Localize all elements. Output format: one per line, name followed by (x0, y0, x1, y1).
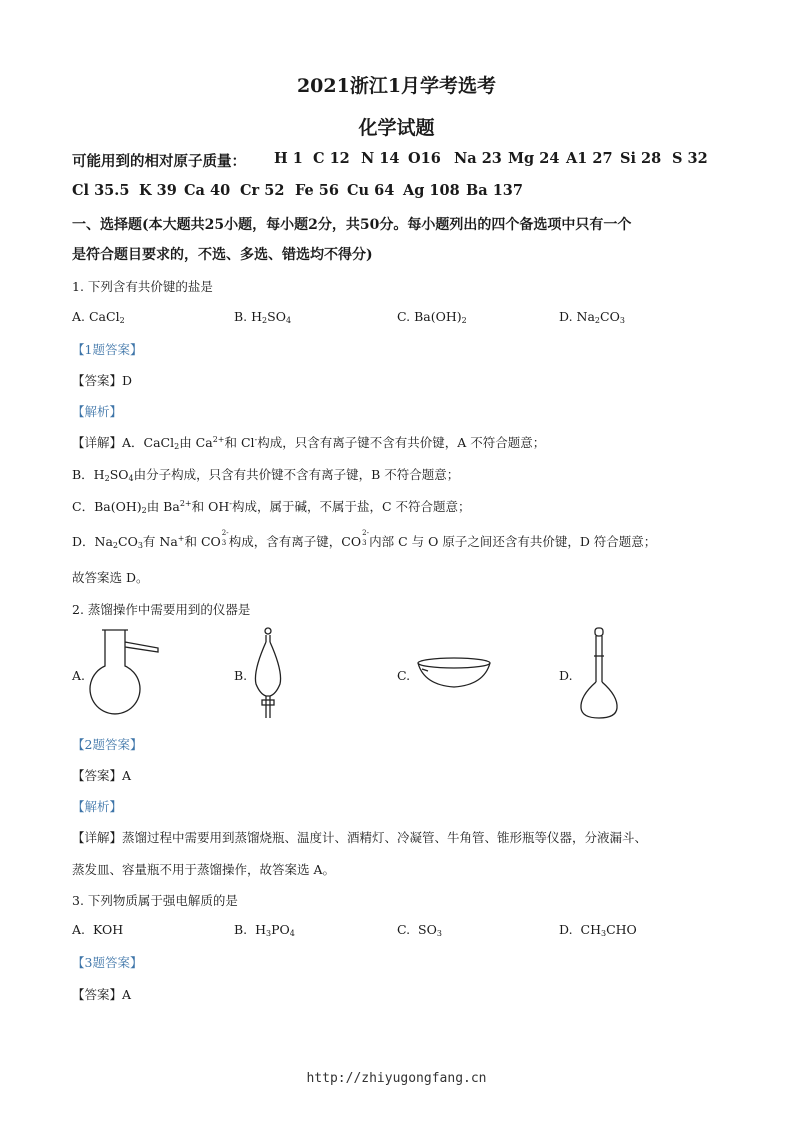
q1-option-c: C. $Ba(OH)_2$ (397, 309, 467, 325)
atomic-mass-n: N 14 (361, 150, 400, 167)
q1-option-b: B. $H_2SO_4$ (234, 309, 292, 325)
atomic-mass-label: 可能用到的相对原子质量： (72, 153, 246, 170)
footer-url[interactable]: http://zhiyugongfang.cn (306, 1071, 487, 1086)
evaporating-dish-icon (414, 655, 494, 691)
exam-title: 2021浙江1月学考选考 (296, 75, 497, 97)
q3-option-b: B. $H_3PO_4$ (234, 922, 295, 938)
atomic-mass-k: K 39 (139, 182, 177, 199)
q1-detail-line2: B．$H_2SO_4$由分子构成，只含有共价键不含有离子键，B 不符合题意； (72, 467, 460, 483)
atomic-mass-h: H 1 (274, 150, 303, 167)
q1-option-a: A. CaCl$_2$ (72, 309, 125, 325)
q3-option-d: D. $CH_3CHO$ (559, 922, 637, 938)
q1-stem: 1. 下列含有共价键的盐是 (72, 279, 213, 294)
atomic-mass-o: O16 (408, 150, 441, 167)
atomic-mass-ag: Ag 108 (403, 182, 460, 199)
q1-option-d: D. $Na_2CO_3$ (559, 309, 625, 325)
q1-detail-line5: 故答案选 D。 (72, 570, 149, 585)
q2-option-d-label: D. (559, 668, 573, 683)
q1-analysis-label: 【解析】 (72, 404, 123, 419)
q2-stem: 2. 蒸馏操作中需要用到的仪器是 (72, 602, 251, 617)
q3-answer-tag: 【3题答案】 (72, 955, 143, 970)
volumetric-flask-icon (576, 626, 622, 722)
atomic-mass-na: Na 23 (454, 150, 502, 167)
q2-detail-line1: 【详解】蒸馏过程中需要用到蒸馏烧瓶、温度计、酒精灯、冷凝管、牛角管、锥形瓶等仪器，分液漏斗、 (72, 830, 648, 845)
q2-answer: 【答案】A (72, 768, 132, 783)
exam-subtitle: 化学试题 (358, 117, 435, 139)
atomic-mass-cr: Cr 52 (240, 182, 285, 199)
q2-option-b-label: B. (234, 668, 248, 683)
q3-answer: 【答案】A (72, 987, 132, 1002)
atomic-mass-fe: Fe 56 (295, 182, 339, 199)
atomic-mass-al: A1 27 (566, 150, 613, 167)
atomic-mass-cl: Cl 35.5 (72, 182, 130, 199)
atomic-mass-si: Si 28 (620, 150, 662, 167)
q1-detail-line3: C．$Ba(OH)_2$由 $Ba^{2+}$和 OH-构成，属于碱，不属于盐，C 不符合题意； (72, 499, 471, 515)
q1-answer: 【答案】D (72, 373, 133, 388)
q1-detail-line4: D．$Na_2CO_3$有 Na+和 CO 2- 3 构成，含有离子键，CO 2- 3 内部 C 与 O 原子之间还含有共价键，D 符合题意； (72, 529, 657, 550)
atomic-mass-ba: Ba 137 (466, 182, 523, 199)
atomic-mass-cu: Cu 64 (347, 182, 395, 199)
atomic-mass-c: C 12 (313, 150, 350, 167)
q2-answer-tag: 【2题答案】 (72, 737, 143, 752)
q1-answer-tag: 【1题答案】 (72, 342, 143, 357)
q3-stem: 3. 下列物质属于强电解质的是 (72, 893, 238, 908)
q2-detail-line2: 蒸发皿、容量瓶不用于蒸馏操作，故答案选 A。 (72, 862, 336, 877)
q1-detail-line1: 【详解】A．CaCl$_2$由 $Ca^{2+}$和 Cl-构成，只含有离子键不含有共价键，A 不符合题意； (72, 435, 546, 451)
separatory-funnel-icon (248, 626, 288, 722)
q3-option-c: C. $SO_3$ (397, 922, 442, 938)
q3-option-a: A. KOH (72, 922, 124, 937)
distillation-flask-icon (88, 628, 164, 720)
atomic-mass-ca: Ca 40 (184, 182, 231, 199)
q2-analysis-label: 【解析】 (72, 799, 123, 814)
q2-option-c-label: C. (397, 668, 411, 683)
section-header-line1: 一、选择题(本大题共25小题，每小题2分，共50分。每小题列出的四个备选项中只有一个 (72, 217, 632, 233)
atomic-mass-s: S 32 (672, 150, 708, 167)
section-header-line2: 是符合题目要求的，不选、多选、错选均不得分) (72, 247, 373, 263)
q2-option-a-label: A. (72, 668, 86, 683)
atomic-mass-mg: Mg 24 (508, 150, 560, 167)
